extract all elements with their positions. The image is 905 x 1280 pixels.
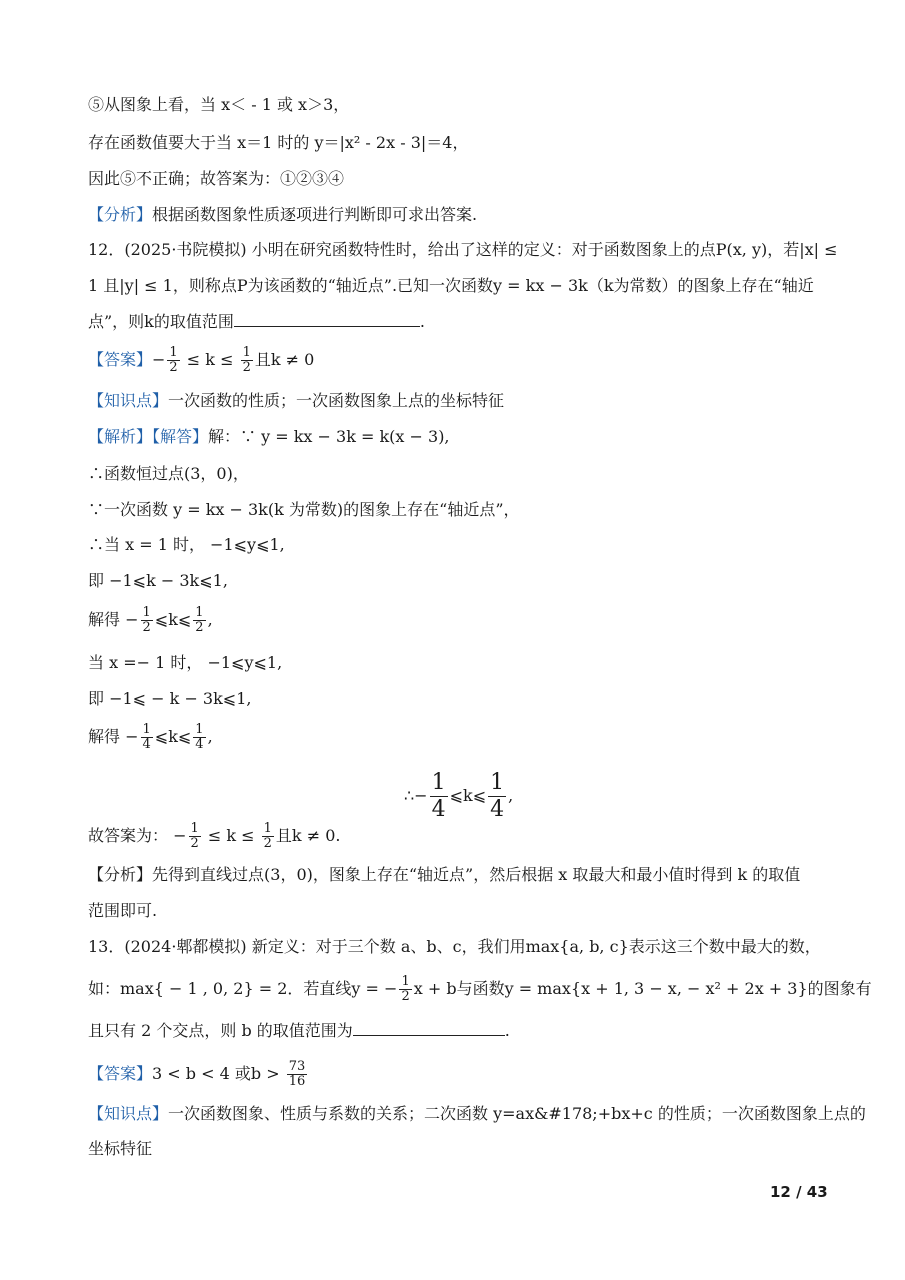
step-text: , (207, 727, 213, 746)
denominator: 2 (169, 360, 178, 375)
step-text: ⩽k⩽ (154, 610, 192, 629)
question-12-end: . (419, 312, 425, 331)
answer-tag: 【答案】 (88, 350, 153, 369)
page-number: 12 / 43 (770, 1183, 828, 1201)
denominator: 2 (195, 620, 204, 635)
answer-text: − (152, 350, 166, 369)
analysis-11 (88, 203, 477, 227)
knowledge-12 (88, 389, 504, 413)
denominator: 4 (195, 737, 204, 752)
knowledge-tag: 【知识点】 (88, 1104, 169, 1123)
fraction (193, 606, 205, 635)
step-text: ≤ k ≤ (202, 826, 260, 845)
fraction (287, 1060, 308, 1089)
numerator: 1 (169, 345, 178, 360)
numerator: 1 (242, 345, 251, 360)
answer-tag: 【答案】 (88, 1064, 153, 1083)
answer-blank (353, 1021, 505, 1036)
solution-step: ∴当 x = 1 时， −1⩽y⩽1, (88, 535, 285, 554)
knowledge-13 (88, 1102, 866, 1126)
question-13-line3 (88, 1019, 510, 1043)
numerator: 1 (490, 770, 505, 795)
numerator: 1 (431, 770, 446, 795)
numerator: 1 (263, 821, 272, 836)
analysis-12 (88, 863, 800, 887)
analysis-12-cont: 范围即可. (88, 901, 158, 920)
denominator: 4 (431, 797, 446, 822)
analysis-text: 先得到直线过点(3，0)，图象上存在“轴近点”，然后根据 x 取最大和最小值时得到 k 的取值 (152, 865, 801, 884)
line-exists: 存在函数值要大于当 x＝1 时的 y＝|x² - 2x - 3|＝4， (88, 133, 469, 152)
denominator: 2 (242, 360, 251, 375)
question-13-text: 且只有 2 个交点，则 b 的取值范围为 (88, 1021, 353, 1040)
fraction (262, 822, 274, 851)
numerator: 1 (142, 605, 151, 620)
knowledge-text: 一次函数图象、性质与系数的关系；二次函数 y=ax&#178;+bx+c 的性质；一次函数图象上点的 (168, 1104, 866, 1123)
step-text: , (207, 610, 213, 629)
question-13-line2 (88, 975, 872, 1004)
denominator: 4 (142, 737, 151, 752)
solution-12 (88, 425, 450, 449)
step-text: 故答案为： − (88, 826, 187, 845)
solution-conclusion (404, 770, 513, 823)
knowledge-tag: 【知识点】 (88, 391, 169, 410)
answer-text: ≤ k ≤ (181, 350, 239, 369)
solution-text: 解：∵ y = kx − 3k = k(x − 3), (208, 427, 450, 446)
fraction (488, 770, 506, 823)
numerator: 1 (195, 605, 204, 620)
step-text: 解得 − (88, 727, 139, 746)
fraction (430, 770, 448, 823)
answer-12 (88, 346, 314, 375)
fraction (399, 975, 411, 1004)
question-12-line3 (88, 310, 425, 334)
fraction (141, 723, 153, 752)
answer-blank (234, 312, 420, 327)
numerator: 73 (288, 1059, 306, 1074)
step-text: , (508, 786, 514, 805)
line-case5: ⑤从图象上看，当 x＜ - 1 或 x＞3， (88, 95, 350, 114)
solution-step: 即 −1⩽ − k − 3k⩽1, (88, 689, 252, 708)
step-text: ⩽k⩽ (449, 786, 487, 805)
solution-answer (88, 822, 340, 851)
question-13-end: . (504, 1021, 510, 1040)
question-12-text: 点”，则k的取值范围 (88, 312, 234, 331)
question-13-text: x + b与函数y = max{x + 1, 3 − x, − x² + 2x + 3}的图象有 (413, 979, 872, 998)
fraction (241, 346, 253, 375)
denominator: 2 (401, 989, 410, 1004)
numerator: 1 (195, 722, 204, 737)
numerator: 1 (142, 722, 151, 737)
step-text: 解得 − (88, 610, 139, 629)
solution-step: ∴函数恒过点(3，0)， (88, 464, 249, 483)
question-13-text: 如：max{ − 1 , 0, 2} = 2．若直线y = − (88, 979, 398, 998)
answer-text: 且k ≠ 0 (254, 350, 315, 369)
step-text: ⩽k⩽ (154, 727, 192, 746)
solution-step (88, 606, 213, 635)
solution-step: 即 −1⩽k − 3k⩽1, (88, 571, 228, 590)
solution-step: ∵一次函数 y = kx − 3k(k 为常数)的图象上存在“轴近点”， (88, 500, 520, 519)
knowledge-text: 一次函数的性质；一次函数图象上点的坐标特征 (168, 391, 505, 410)
step-text: 且k ≠ 0. (275, 826, 341, 845)
fraction (193, 723, 205, 752)
question-13-line1: 13．(2024·郫都模拟) 新定义：对于三个数 a、b、c，我们用max{a, b, c}表示这三个数中最大的数， (88, 937, 821, 956)
answer-text: 3 < b < 4 或b > (152, 1064, 285, 1083)
fraction (141, 606, 153, 635)
numerator: 1 (190, 821, 199, 836)
question-12-line2: 1 且|y| ≤ 1，则称点P为该函数的“轴近点”.已知一次函数y = kx − 3k（k为常数）的图象上存在“轴近 (88, 276, 814, 295)
solution-step: 当 x =− 1 时， −1⩽y⩽1, (88, 653, 283, 672)
numerator: 1 (401, 974, 410, 989)
denominator: 2 (142, 620, 151, 635)
knowledge-13-cont: 坐标特征 (88, 1139, 153, 1158)
analysis-text: 根据函数图象性质逐项进行判断即可求出答案. (152, 205, 478, 224)
fraction (189, 822, 201, 851)
solution-tag: 【解析】【解答】 (88, 427, 209, 446)
fraction (167, 346, 179, 375)
denominator: 2 (263, 836, 272, 851)
denominator: 4 (490, 797, 505, 822)
answer-13 (88, 1060, 309, 1089)
denominator: 16 (288, 1074, 306, 1089)
denominator: 2 (190, 836, 199, 851)
line-therefore: 因此⑤不正确；故答案为：①②③④ (88, 169, 345, 188)
analysis-tag: 【分析】 (88, 205, 153, 224)
question-12-line1: 12．(2025·书院模拟) 小明在研究函数特性时，给出了这样的定义：对于函数图象上的点P(x, y)，若|x| ≤ (88, 240, 838, 259)
step-text: ∴− (404, 786, 428, 805)
solution-step (88, 723, 213, 752)
analysis-tag: 【分析】 (88, 865, 153, 884)
